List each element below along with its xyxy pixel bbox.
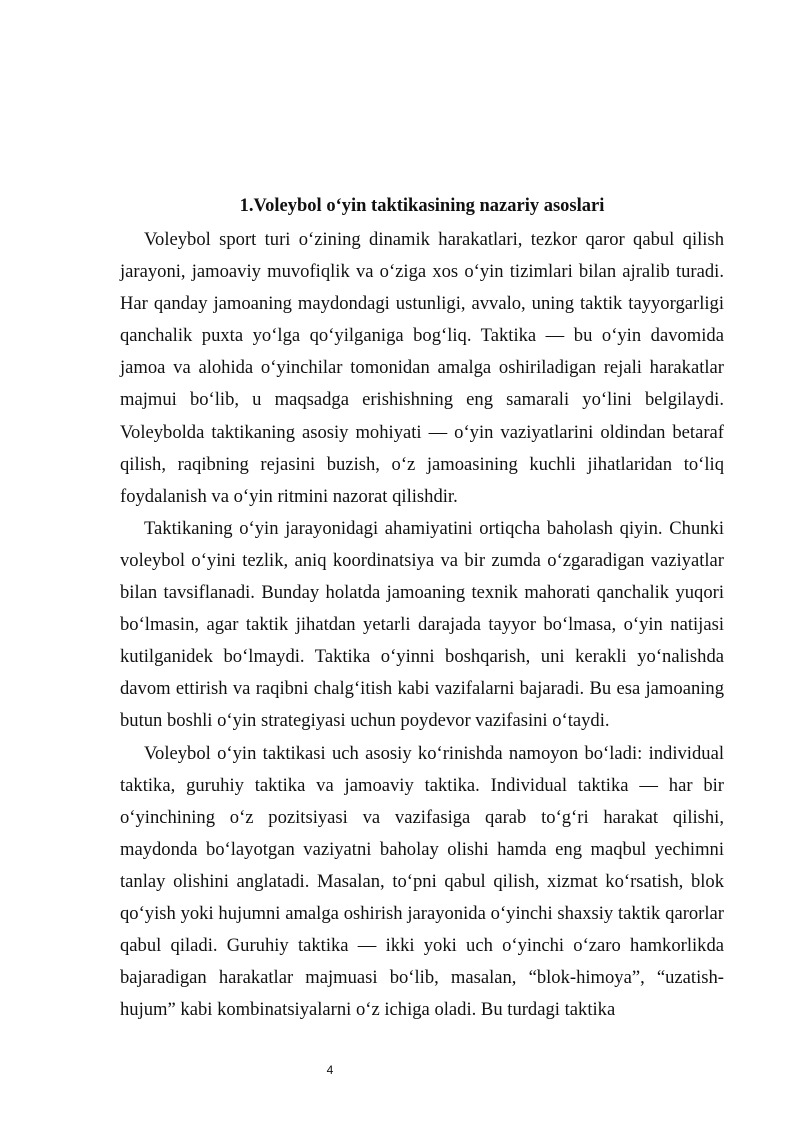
paragraph-1: Voleybol sport turi o‘zining dinamik harakatlari, tezkor qaror qabul qilish jarayoni, jamoaviy muvofiqlik va o‘ziga xos o‘yin tizimlari bilan ajralib turadi. Har qanday jamoaning maydondagi ustunligi, avvalo, uning taktik tayyorgarligi qanchalik puxta yo‘lga qo‘yilganiga bog‘liq. Taktika — bu o‘yin davomida jamoa va alohida o‘yinchilar tomonidan amalga oshiriladigan rejali harakatlar majmui bo‘lib, u maqsadga erishishning eng samarali yo‘lini belgilaydi. Voleybolda taktikaning asosiy mohiyati — o‘yin vaziyatlarini oldindan betaraf qilish, raqibning rejasini buzish, o‘z jamoasining kuchli jihatlaridan to‘liq foydalanish va o‘yin ritmini nazorat qilishdir. bbox=[120, 229, 724, 507]
body-text bbox=[120, 224, 724, 1026]
paragraph-3: Voleybol o‘yin taktikasi uch asosiy ko‘rinishda namoyon bo‘ladi: individual taktika, guruhiy taktika va jamoaviy taktika. Individual taktika — har bir o‘yinchining o‘z pozitsiyasi va vazifasiga qarab to‘g‘ri harakat qilishi, maydonda bo‘layotgan vaziyatni baholay olishi hamda eng maqbul yechimni tanlay olishini anglatadi. Masalan, to‘pni qabul qilish, xizmat ko‘rsatish, blok qo‘yish yoki hujumni amalga oshirish jarayonida o‘yinchi shaxsiy taktik qarorlar qabul qiladi. Guruhiy taktika — ikki yoki uch o‘yinchi o‘zaro hamkorlikda bajaradigan harakatlar majmuasi bo‘lib, masalan, “blok-himoya”, “uzatish-hujum” kabi kombinatsiyalarni o‘z ichiga oladi. Bu turdagi taktika bbox=[120, 742, 724, 1021]
page-number: 4 bbox=[326, 1063, 334, 1077]
section-heading: 1.Voleybol o‘yin taktikasining nazariy asoslari bbox=[239, 196, 605, 216]
paragraph-2: Taktikaning o‘yin jarayonidagi ahamiyatini ortiqcha baholash qiyin. Chunki voleybol o‘yini tezlik, aniq koordinatsiya va bir zumda o‘zgaradigan vaziyatlar bilan tavsiflanadi. Bunday holatda jamoaning texnik mahorati qanchalik yuqori bo‘lmasin, agar taktik jihatdan yetarli darajada tayyor bo‘lmasa, o‘yin natijasi kutilganidek bo‘lmaydi. Taktika o‘yinni boshqarish, uni kerakli yo‘nalishda davom ettirish va raqibni chalg‘itish kabi vazifalarni bajaradi. Bu esa jamoaning butun boshli o‘yin strategiyasi uchun poydevor vazifasini o‘taydi. bbox=[120, 517, 724, 732]
